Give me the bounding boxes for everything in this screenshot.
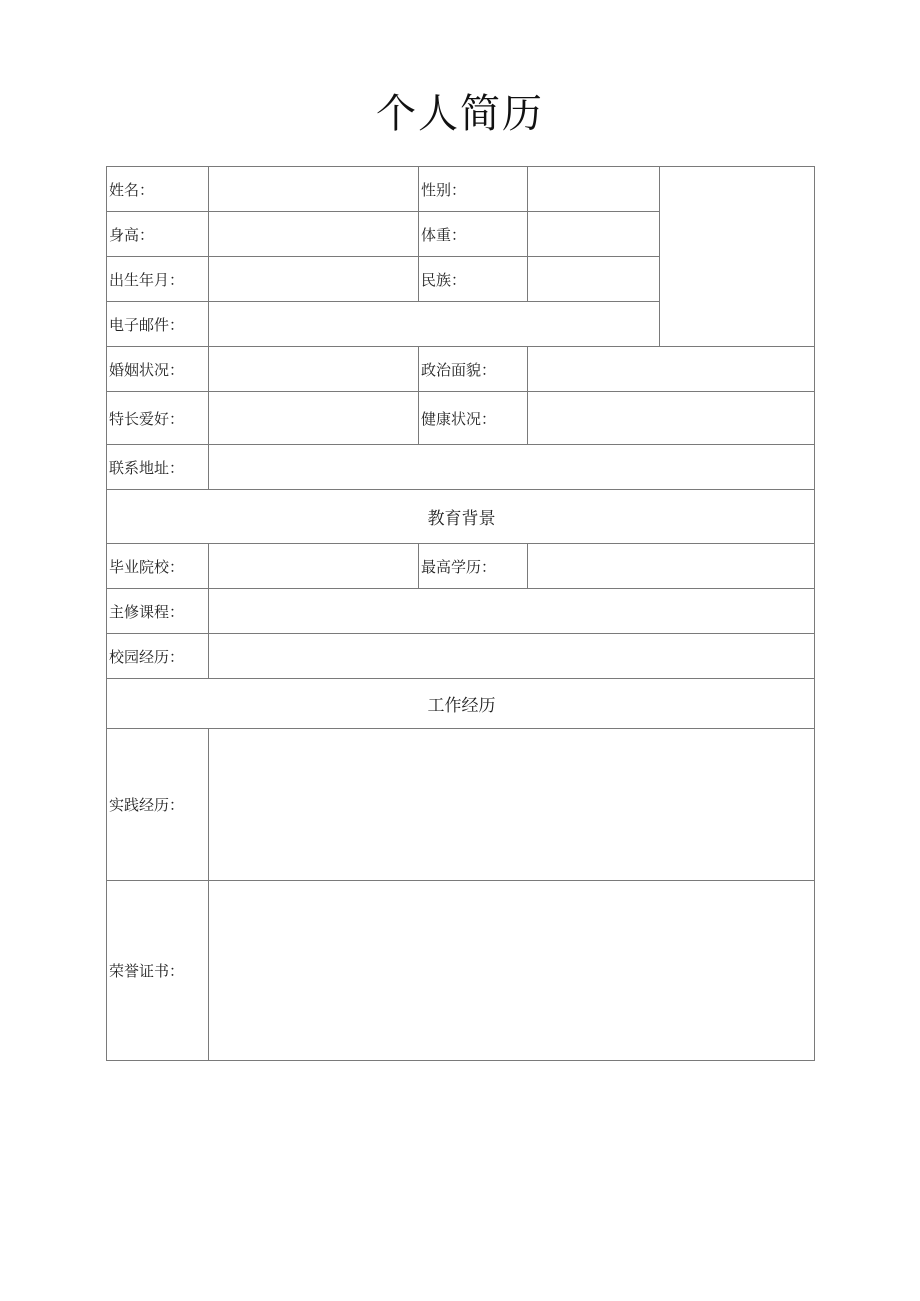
table-row bbox=[107, 589, 815, 634]
health-field[interactable] bbox=[528, 392, 815, 445]
table-row bbox=[107, 445, 815, 490]
table-row bbox=[107, 544, 815, 589]
gender-field[interactable] bbox=[528, 167, 660, 212]
email-field[interactable] bbox=[209, 302, 660, 347]
height-field[interactable] bbox=[209, 212, 419, 257]
weight-label: 体重： bbox=[419, 212, 528, 257]
honors-field[interactable] bbox=[209, 881, 815, 1061]
degree-field[interactable] bbox=[528, 544, 815, 589]
table-row bbox=[107, 490, 815, 544]
gender-label: 性别： bbox=[419, 167, 528, 212]
resume-table bbox=[106, 166, 815, 1061]
political-label: 政治面貌： bbox=[419, 347, 528, 392]
ethnicity-field[interactable] bbox=[528, 257, 660, 302]
practice-field[interactable] bbox=[209, 729, 815, 881]
marital-label: 婚姻状况： bbox=[107, 347, 209, 392]
weight-field[interactable] bbox=[528, 212, 660, 257]
table-row bbox=[107, 392, 815, 445]
name-field[interactable] bbox=[209, 167, 419, 212]
hobby-label: 特长爱好： bbox=[107, 392, 209, 445]
marital-field[interactable] bbox=[209, 347, 419, 392]
work-heading: 工作经历 bbox=[107, 679, 815, 729]
address-label: 联系地址： bbox=[107, 445, 209, 490]
honors-label: 荣誉证书： bbox=[107, 881, 209, 1061]
education-heading: 教育背景 bbox=[107, 490, 815, 544]
height-label: 身高： bbox=[107, 212, 209, 257]
page-title: 个人简历 bbox=[376, 91, 544, 137]
birth-label: 出生年月： bbox=[107, 257, 209, 302]
name-label: 姓名： bbox=[107, 167, 209, 212]
campus-label: 校园经历： bbox=[107, 634, 209, 679]
hobby-field[interactable] bbox=[209, 392, 419, 445]
table-row bbox=[107, 347, 815, 392]
campus-field[interactable] bbox=[209, 634, 815, 679]
practice-label: 实践经历： bbox=[107, 729, 209, 881]
school-label: 毕业院校： bbox=[107, 544, 209, 589]
table-row bbox=[107, 679, 815, 729]
courses-field[interactable] bbox=[209, 589, 815, 634]
ethnicity-label: 民族： bbox=[419, 257, 528, 302]
address-field[interactable] bbox=[209, 445, 815, 490]
photo-area[interactable] bbox=[660, 167, 815, 347]
degree-label: 最高学历： bbox=[419, 544, 528, 589]
table-row bbox=[107, 729, 815, 881]
health-label: 健康状况： bbox=[419, 392, 528, 445]
political-field[interactable] bbox=[528, 347, 815, 392]
table-row bbox=[107, 881, 815, 1061]
courses-label: 主修课程： bbox=[107, 589, 209, 634]
table-row bbox=[107, 167, 815, 212]
email-label: 电子邮件： bbox=[107, 302, 209, 347]
table-row bbox=[107, 634, 815, 679]
birth-field[interactable] bbox=[209, 257, 419, 302]
school-field[interactable] bbox=[209, 544, 419, 589]
